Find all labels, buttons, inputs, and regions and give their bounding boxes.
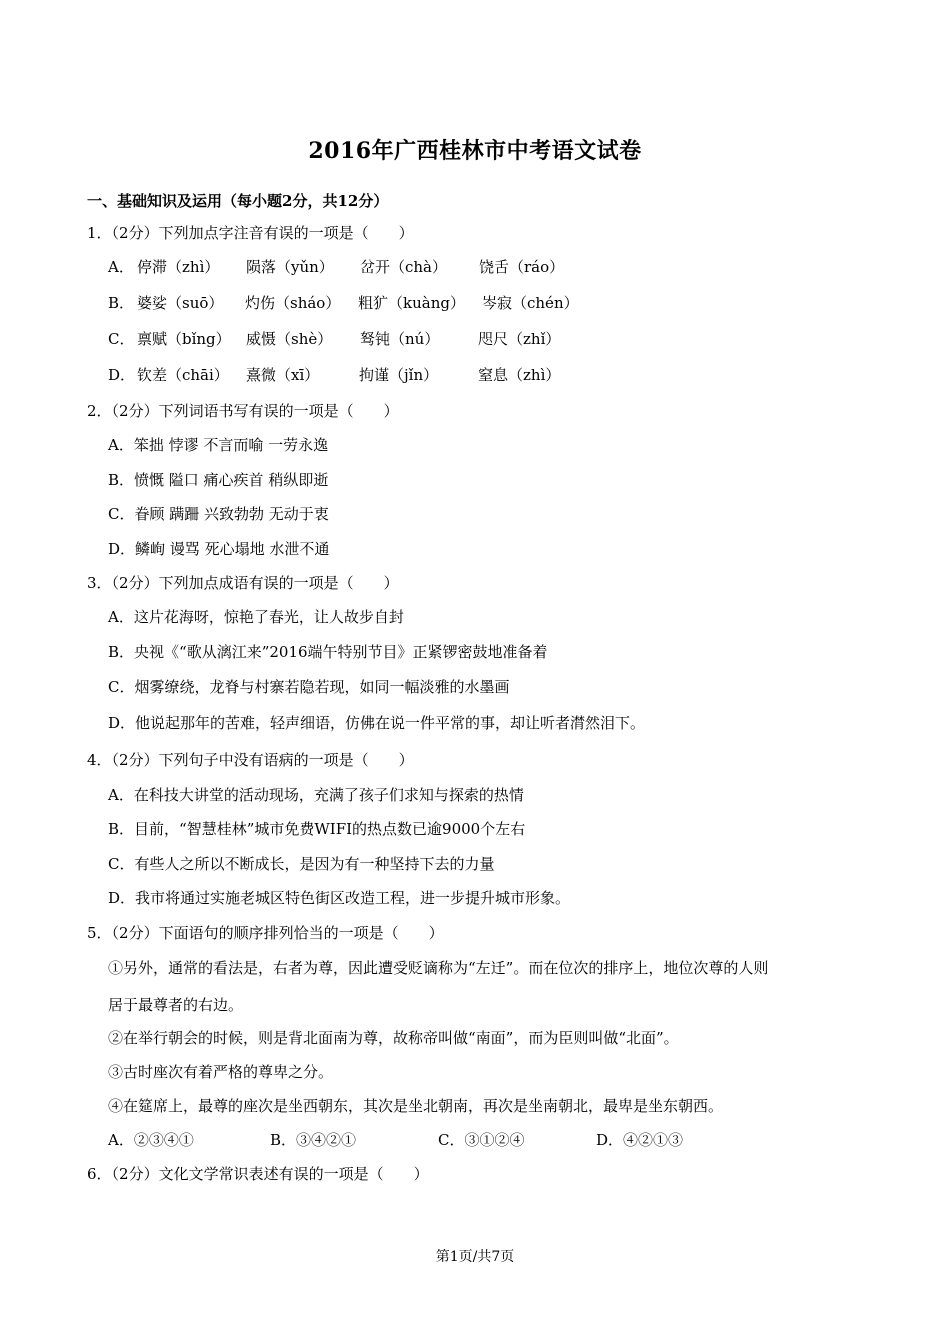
option-item: 停滞（zhì） (137, 258, 220, 276)
question-4-option-c: C．有些人之所以不断成长，是因为有一种坚持下去的力量 (108, 855, 495, 873)
option-item: 熹微（xī） (246, 366, 320, 384)
question-4-option-b: B．目前，“智慧桂林”城市免费WIFI的热点数已逾9000个左右 (108, 820, 526, 838)
question-4-stem: 4．（2分）下列句子中没有语病的一项是（ ） (87, 751, 414, 769)
question-5-sentence-2: ②在举行朝会的时候，则是背北面南为尊，故称帝叫做“南面”，而为臣则叫做“北面”。 (108, 1029, 679, 1047)
question-3-option-a: A．这片花海呀，惊艳了春光，让人故步自封 (108, 608, 404, 626)
option-label: D． (108, 366, 136, 384)
question-2-option-b: B．愤慨 隘口 痛心疾首 稍纵即逝 (108, 471, 329, 489)
question-5-sentence-3: ③古时座次有着严格的尊卑之分。 (108, 1063, 334, 1081)
question-3-option-c: C．烟雾缭绕，龙脊与村寨若隐若现，如同一幅淡雅的水墨画 (108, 678, 510, 696)
question-5-sentence-1-cont: 居于最尊者的右边。 (108, 996, 244, 1014)
option-item: 窒息（zhì） (478, 366, 561, 384)
option-item: 饶舌（ráo） (479, 258, 565, 276)
option-item: 威慑（shè） (246, 330, 333, 348)
option-item: 粗犷（kuàng） (358, 294, 465, 312)
question-6-stem: 6．（2分）文化文学常识表述有误的一项是（ ） (87, 1165, 429, 1183)
question-1-stem: 1．（2分）下列加点字注音有误的一项是（ ） (87, 224, 414, 242)
option-label: C． (108, 330, 135, 348)
page-footer: 第1页/共7页 (435, 1249, 515, 1265)
question-3-stem: 3．（2分）下列加点成语有误的一项是（ ） (87, 574, 399, 592)
option-item: 陨落（yǔn） (246, 258, 334, 276)
choice-d: D．④②①③ (596, 1131, 684, 1149)
option-label: B． (108, 294, 135, 312)
option-item: 咫尺（zhǐ） (478, 330, 561, 348)
page-title: 2016年广西桂林市中考语文试卷 (308, 138, 642, 164)
question-4-option-a: A．在科技大讲堂的活动现场，充满了孩子们求知与探索的热情 (108, 786, 524, 804)
option-item: 岑寂（chén） (482, 294, 579, 312)
option-item: 拘谨（jǐn） (359, 366, 439, 384)
question-2-stem: 2．（2分）下列词语书写有误的一项是（ ） (87, 402, 399, 420)
section-heading: 一、基础知识及运用（每小题2分，共12分） (87, 192, 389, 210)
option-item: 灼伤（sháo） (245, 294, 341, 312)
question-5-sentence-1: ①另外，通常的看法是，右者为尊，因此遭受贬谪称为“左迁”。而在位次的排序上，地位次尊的人则 (108, 959, 769, 977)
question-2-option-c: C．眷顾 蹒跚 兴致勃勃 无动于衷 (108, 505, 329, 523)
option-item: 婆娑（suō） (137, 294, 224, 312)
question-2-option-a: A．笨拙 悖谬 不言而喻 一劳永逸 (108, 436, 329, 454)
question-5-stem: 5．（2分）下面语句的顺序排列恰当的一项是（ ） (87, 924, 444, 942)
question-3-option-d: D．他说起那年的苦难，轻声细语，仿佛在说一件平常的事，却让听者潸然泪下。 (108, 714, 646, 732)
question-5-sentence-4: ④在筵席上，最尊的座次是坐西朝东，其次是坐北朝南，再次是坐南朝北，最卑是坐东朝西。 (108, 1097, 724, 1115)
option-item: 岔开（chà） (360, 258, 448, 276)
question-3-option-b: B．央视《“歌从漓江来”2016端午特别节目》正紧锣密鼓地准备着 (108, 643, 548, 661)
question-4-option-d: D．我市将通过实施老城区特色街区改造工程，进一步提升城市形象。 (108, 889, 571, 907)
option-label: A． (108, 258, 134, 276)
option-item: 禀赋（bǐng） (137, 330, 231, 348)
choice-b: B．③④②① (270, 1131, 357, 1149)
choice-c: C．③①②④ (438, 1131, 525, 1149)
option-item: 钦差（chāi） (137, 366, 229, 384)
option-item: 驽钝（nú） (360, 330, 440, 348)
question-2-option-d: D．鳞峋 谩骂 死心塌地 水泄不通 (108, 540, 330, 558)
choice-a: A．②③④① (108, 1131, 194, 1149)
